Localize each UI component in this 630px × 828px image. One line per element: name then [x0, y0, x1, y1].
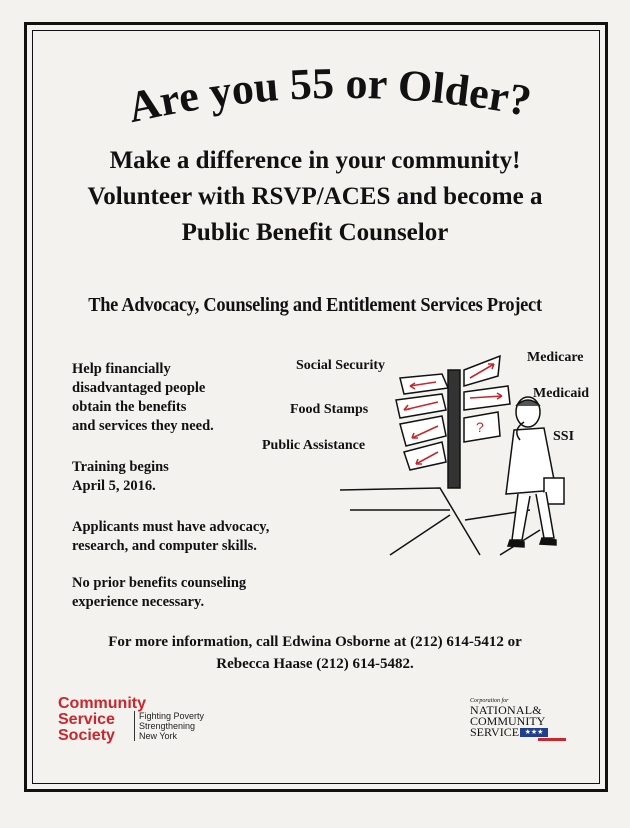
label-ssi: SSI	[553, 429, 575, 444]
headline-text: Are you 55 or Older?	[123, 58, 536, 133]
text-line: and services they need.	[72, 418, 214, 434]
tagline-line: Fighting Poverty	[139, 711, 205, 721]
left-paragraph-1	[72, 360, 214, 436]
left-paragraph-2	[72, 458, 169, 496]
cncs-small: Corporation for	[470, 698, 509, 704]
text-line: April 5, 2016.	[72, 478, 156, 494]
text-line: Help financially	[72, 361, 171, 377]
text-line: experience necessary.	[72, 594, 205, 610]
text-line: obtain the benefits	[72, 399, 187, 415]
logo-tagline	[134, 711, 204, 741]
flag-stripe-icon	[538, 738, 566, 741]
label-public-assistance: Public Assistance	[262, 438, 366, 453]
text-line: No prior benefits counseling	[72, 575, 247, 591]
text-line: disadvantaged people	[72, 380, 206, 396]
logo-word: Society	[58, 727, 115, 744]
headline	[70, 58, 590, 146]
label-medicaid: Medicaid	[533, 386, 589, 401]
project-title: The Advocacy, Counseling and Entitlement Services Project	[88, 294, 542, 316]
flag-stars-icon: ★★★	[520, 728, 548, 737]
cncs-line-3: SERVICE	[470, 725, 520, 739]
label-medicare: Medicare	[527, 350, 584, 365]
label-social-security: Social Security	[296, 358, 386, 373]
tagline-line: New York	[139, 731, 178, 741]
text-line: Applicants must have advocacy,	[72, 519, 270, 535]
contact-line-2: Rebecca Haase (212) 614-5482.	[216, 656, 414, 672]
subhead-line-1: Make a difference in your community!	[109, 147, 521, 174]
logo-word: Service	[58, 711, 115, 728]
subhead-line-3: Public Benefit Counselor	[181, 219, 449, 246]
svg-text:Are you 55 or Older?	[124, 59, 536, 132]
text-line: research, and computer skills.	[72, 538, 257, 554]
tagline-line: Strengthening	[139, 721, 196, 731]
cncs-logo	[470, 698, 570, 742]
signpost-illustration	[330, 340, 590, 570]
left-paragraph-4	[72, 574, 246, 612]
subhead-line-2: Volunteer with RSVP/ACES and become a	[87, 183, 543, 210]
logo-word: Community	[58, 695, 146, 712]
cncs-line-1: NATIONAL&	[470, 703, 542, 717]
contact-line-1: For more information, call Edwina Osborne at (212) 614-5412 or	[108, 634, 522, 650]
left-paragraph-3	[72, 518, 269, 556]
text-line: Training begins	[72, 459, 169, 475]
community-service-society-logo	[58, 696, 208, 746]
label-food-stamps: Food Stamps	[290, 402, 369, 417]
svg-text:?: ?	[476, 419, 484, 435]
cncs-line-2: COMMUNITY	[470, 714, 546, 728]
